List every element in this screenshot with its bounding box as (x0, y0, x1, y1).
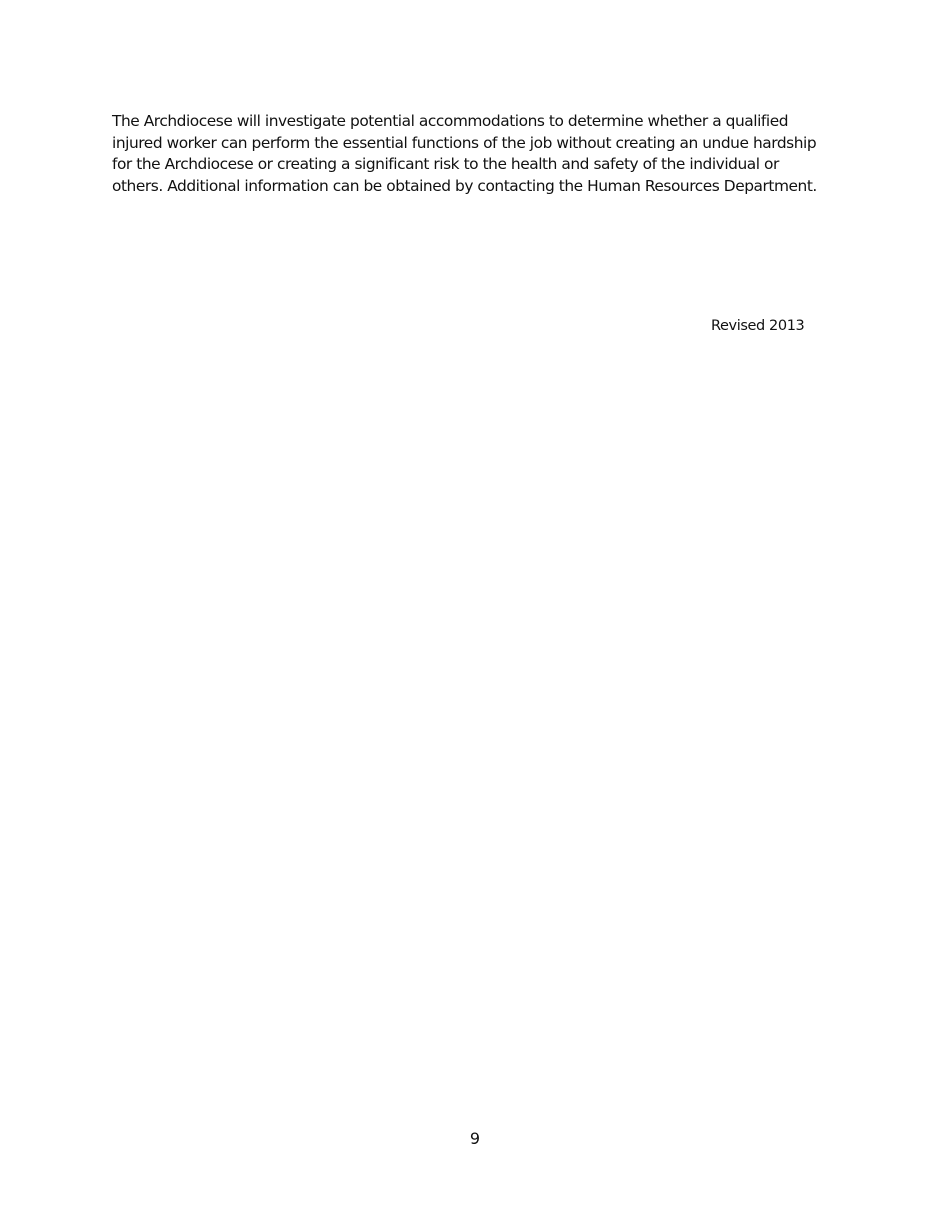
paragraph-line-2: injured worker can perform the essential functions of the job without creating an undue hardship (112, 133, 817, 152)
page-number: 9 (469, 1129, 481, 1148)
paragraph-line-4: others. Additional information can be obtained by contacting the Human Resources Department. (112, 176, 817, 195)
revision-note: Revised 2013 (711, 318, 805, 334)
paragraph-line-1: The Archdiocese will investigate potential accommodations to determine whether a qualified (112, 112, 789, 130)
paragraph-line-3: for the Archdiocese or creating a significant risk to the health and safety of the individual or (112, 155, 779, 173)
body-paragraph (112, 111, 847, 197)
